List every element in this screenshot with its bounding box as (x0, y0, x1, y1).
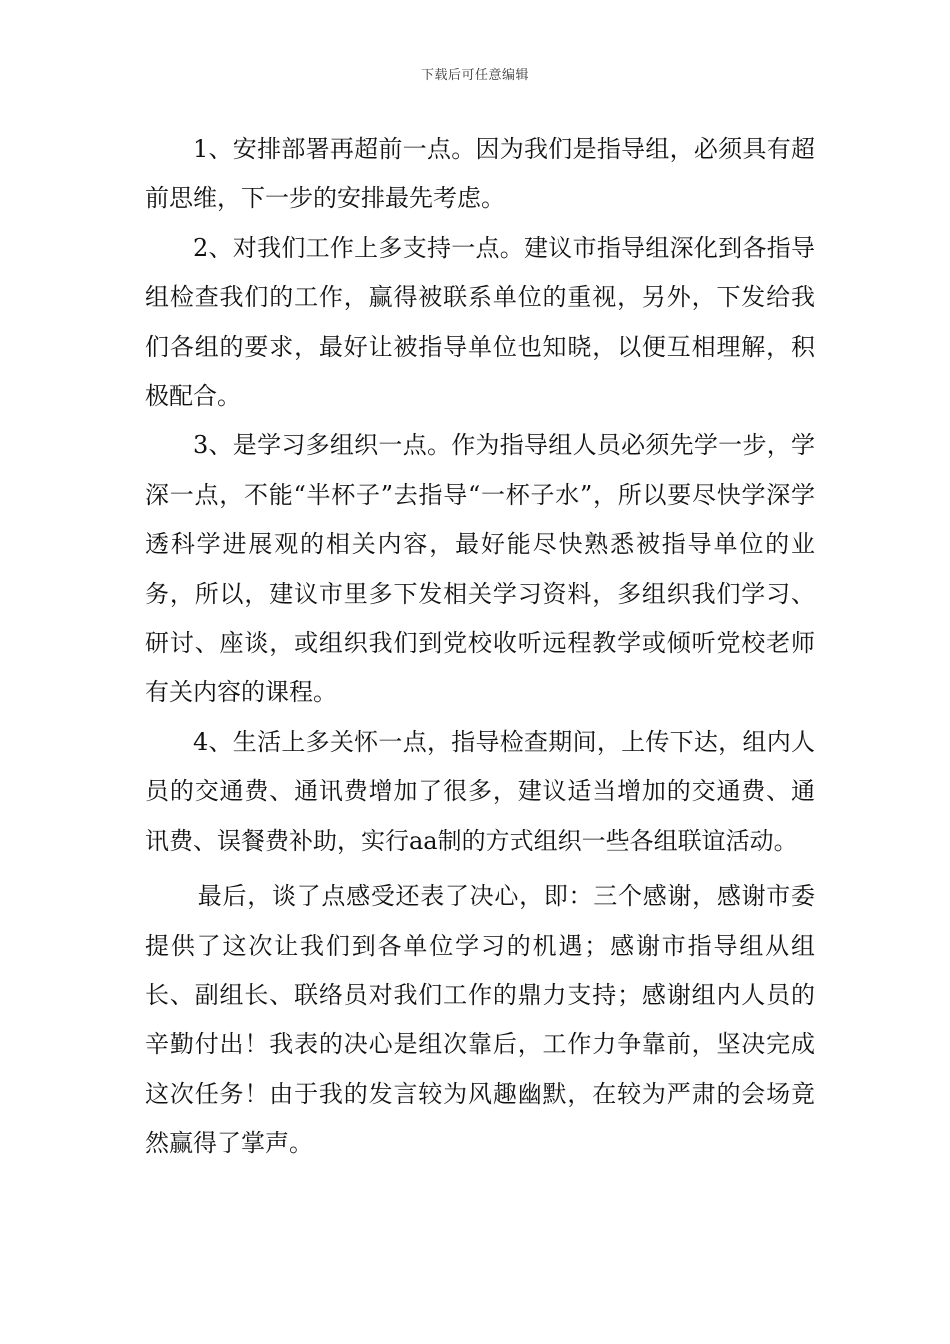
page-header-note: 下载后可任意编辑 (420, 68, 529, 83)
paragraph-2: 2、对我们工作上多支持一点。建议市指导组深化到各指导组检查我们的工作，赢得被联系单位的重视，另外，下发给我们各组的要求，最好让被指导单位也知晓，以便互相理解，积极配合。 (145, 233, 815, 411)
document-body (145, 125, 815, 1169)
paragraph-3: 3、是学习多组织一点。作为指导组人员必须先学一步，学深一点，不能“半杯子”去指导“一杯子水”，所以要尽快学深学透科学进展观的相关内容，最好能尽快熟悉被指导单位的业务，所以，建议市里多下发相关学习资料，多组织我们学习、研讨、座谈，或组织我们到党校收听远程教学或倾听党校老师有关内容的课程。 (145, 431, 815, 707)
paragraph-4: 4、生活上多关怀一点，指导检查期间，上传下达，组内人员的交通费、通讯费增加了很多，建议适当增加的交通费、通讯费、误餐费补助，实行aa制的方式组织一些各组联谊活动。 (145, 727, 815, 855)
paragraph-conclusion: 最后，谈了点感受还表了决心，即：三个感谢，感谢市委提供了这次让我们到各单位学习的机遇；感谢市指导组从组长、副组长、联络员对我们工作的鼎力支持；感谢组内人员的辛勤付出！我表的决心是组次靠后，工作力争靠前，坚决完成这次任务！由于我的发言较为风趣幽默，在较为严肃的会场竟然赢得了掌声。 (145, 882, 815, 1158)
paragraph-1: 1、安排部署再超前一点。因为我们是指导组，必须具有超前思维，下一步的安排最先考虑。 (145, 135, 815, 213)
